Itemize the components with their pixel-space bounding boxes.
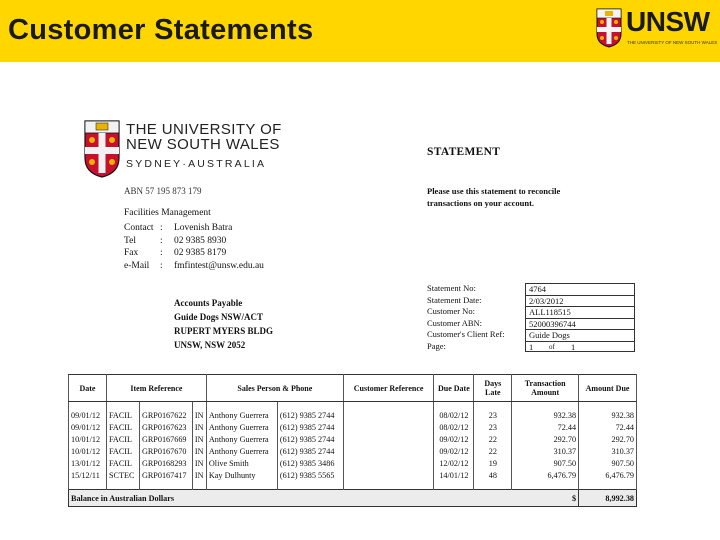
page-number: 1 xyxy=(529,341,534,352)
cell-amount: 310.37 xyxy=(512,445,579,457)
university-name-line2: NEW SOUTH WALES xyxy=(126,136,280,153)
cell-type: IN xyxy=(192,457,206,469)
tel-label: Tel xyxy=(124,235,136,246)
tel-value: 02 9385 8930 xyxy=(174,235,227,246)
contact-row xyxy=(124,222,264,235)
tel-row xyxy=(124,235,264,248)
col-header-amount-due: Amount Due xyxy=(579,375,637,402)
cell-unit: FACIL xyxy=(106,433,139,445)
col-header-customer-reference: Customer Reference xyxy=(343,375,434,402)
col-header-transaction-amount: Transaction Amount xyxy=(512,375,579,402)
cell-date: 10/01/12 xyxy=(69,433,107,445)
addressee-line: Guide Dogs NSW/ACT xyxy=(174,312,264,322)
cell-customer-ref xyxy=(343,409,434,421)
fax-row xyxy=(124,247,264,260)
statement-no-row xyxy=(427,283,635,295)
abn-number: ABN 57 195 873 179 xyxy=(124,186,202,196)
cell-phone: (612) 9385 2744 xyxy=(277,433,343,445)
cell-customer-ref xyxy=(343,445,434,457)
cell-amount-due: 292.70 xyxy=(579,433,637,445)
cell-amount-due: 310.37 xyxy=(579,445,637,457)
unsw-crest-icon xyxy=(596,8,622,48)
cell-amount-due: 907.50 xyxy=(579,457,637,469)
department-name: Facilities Management xyxy=(124,208,211,218)
header-bar xyxy=(0,0,720,62)
addressee-line: RUPERT MYERS BLDG xyxy=(174,326,274,336)
balance-row xyxy=(69,490,637,507)
cell-amount: 907.50 xyxy=(512,457,579,469)
col-header-item-reference: Item Reference xyxy=(106,375,206,402)
fax-value: 02 9385 8179 xyxy=(174,248,227,258)
unsw-wordmark-subtitle: THE UNIVERSITY OF NEW SOUTH WALES xyxy=(627,40,718,45)
table-header-row xyxy=(69,375,637,402)
cell-due-date: 09/02/12 xyxy=(434,445,474,457)
cell-person: Anthony Guerrera xyxy=(206,445,277,457)
addressee-line: UNSW, NSW 2052 xyxy=(174,340,246,350)
cell-person: Olive Smith xyxy=(206,457,277,469)
table-row xyxy=(69,469,637,490)
table-row xyxy=(69,409,637,421)
page-total: 1 xyxy=(571,341,576,352)
cell-type: IN xyxy=(192,469,206,490)
cell-days-late: 22 xyxy=(474,445,512,457)
cell-ref: GRP0167417 xyxy=(139,469,192,490)
cell-phone: (612) 9385 2744 xyxy=(277,409,343,421)
col-header-days-late: Days Late xyxy=(474,375,512,402)
email-label: e-Mail xyxy=(124,260,150,271)
contact-value: Lovenish Batra xyxy=(174,223,233,233)
page-title: Customer Statements xyxy=(8,14,314,46)
cell-ref: GRP0167669 xyxy=(139,433,192,445)
cell-amount-due: 6,476.79 xyxy=(579,469,637,490)
col-header-date: Date xyxy=(69,375,107,402)
cell-customer-ref xyxy=(343,433,434,445)
cell-unit: FACIL xyxy=(106,445,139,457)
cell-person: Kay Dulhunty xyxy=(206,469,277,490)
cell-customer-ref xyxy=(343,457,434,469)
col-header-due-date: Due Date xyxy=(434,375,474,402)
cell-unit: SCTEC xyxy=(106,469,139,490)
transactions-table xyxy=(68,374,637,507)
info-label: Customer's Client Ref: xyxy=(427,329,505,339)
info-label: Statement No: xyxy=(427,283,476,293)
info-value: 52000396744 xyxy=(525,318,635,330)
page-row xyxy=(427,341,635,353)
col-header-sales-person: Sales Person & Phone xyxy=(206,375,343,402)
addressee-line: Accounts Payable xyxy=(174,298,243,308)
cell-days-late: 23 xyxy=(474,409,512,421)
fax-colon: : xyxy=(160,248,163,258)
statement-document xyxy=(0,62,720,540)
cell-phone: (612) 9385 5565 xyxy=(277,469,343,490)
cell-person: Anthony Guerrera xyxy=(206,421,277,433)
contact-block xyxy=(124,222,264,272)
balance-total: 8,992.38 xyxy=(579,490,637,507)
cell-phone: (612) 9385 2744 xyxy=(277,445,343,457)
contact-label: Contact xyxy=(124,223,154,233)
customer-no-row xyxy=(427,306,635,318)
cell-unit: FACIL xyxy=(106,421,139,433)
cell-customer-ref xyxy=(343,469,434,490)
cell-phone: (612) 9385 2744 xyxy=(277,421,343,433)
cell-days-late: 22 xyxy=(474,433,512,445)
fax-label: Fax xyxy=(124,248,139,258)
cell-date: 15/12/11 xyxy=(69,469,107,490)
email-colon: : xyxy=(160,260,163,271)
info-label: Customer No: xyxy=(427,306,475,316)
unsw-wordmark: UNSW xyxy=(626,6,710,37)
university-location: SYDNEY·AUSTRALIA xyxy=(126,158,267,170)
cell-days-late: 23 xyxy=(474,421,512,433)
customer-abn-row xyxy=(427,318,635,330)
info-value: 4764 xyxy=(525,283,635,295)
cell-date: 10/01/12 xyxy=(69,445,107,457)
cell-days-late: 48 xyxy=(474,469,512,490)
cell-amount-due: 932.38 xyxy=(579,409,637,421)
page-of: of xyxy=(549,342,555,351)
cell-phone: (612) 9385 3486 xyxy=(277,457,343,469)
cell-type: IN xyxy=(192,445,206,457)
university-crest-icon xyxy=(84,120,120,178)
cell-due-date: 12/02/12 xyxy=(434,457,474,469)
cell-customer-ref xyxy=(343,421,434,433)
info-label: Customer ABN: xyxy=(427,317,483,328)
statement-date-row xyxy=(427,295,635,307)
page-value xyxy=(525,341,635,353)
cell-ref: GRP0167623 xyxy=(139,421,192,433)
cell-amount: 292.70 xyxy=(512,433,579,445)
cell-due-date: 14/01/12 xyxy=(434,469,474,490)
cell-unit: FACIL xyxy=(106,409,139,421)
cell-ref: GRP0168293 xyxy=(139,457,192,469)
email-row xyxy=(124,260,264,273)
balance-label: Balance in Australian Dollars xyxy=(69,490,512,507)
cell-person: Anthony Guerrera xyxy=(206,433,277,445)
cell-ref: GRP0167622 xyxy=(139,409,192,421)
cell-type: IN xyxy=(192,433,206,445)
cell-due-date: 09/02/12 xyxy=(434,433,474,445)
table-row xyxy=(69,421,637,433)
table-row xyxy=(69,445,637,457)
table-row xyxy=(69,457,637,469)
table-row xyxy=(69,433,637,445)
tel-colon: : xyxy=(160,235,163,246)
cell-person: Anthony Guerrera xyxy=(206,409,277,421)
cell-amount: 6,476.79 xyxy=(512,469,579,490)
cell-date: 13/01/12 xyxy=(69,457,107,469)
university-name xyxy=(126,122,282,152)
cell-type: IN xyxy=(192,421,206,433)
cell-unit: FACIL xyxy=(106,457,139,469)
contact-colon: : xyxy=(160,223,163,233)
page-label: Page: xyxy=(427,340,446,351)
statement-title: STATEMENT xyxy=(427,146,501,158)
addressee-block xyxy=(174,296,273,352)
info-label: Statement Date: xyxy=(427,294,482,305)
statement-info-box xyxy=(427,283,635,352)
client-ref-row xyxy=(427,329,635,341)
info-value: ALL118515 xyxy=(525,306,635,318)
cell-due-date: 08/02/12 xyxy=(434,421,474,433)
table-spacer xyxy=(69,402,637,410)
university-name-line1: THE UNIVERSITY OF xyxy=(126,121,282,138)
info-value: Guide Dogs xyxy=(525,329,635,341)
cell-type: IN xyxy=(192,409,206,421)
cell-amount-due: 72.44 xyxy=(579,421,637,433)
cell-amount: 932.38 xyxy=(512,409,579,421)
cell-ref: GRP0167670 xyxy=(139,445,192,457)
info-value: 2/03/2012 xyxy=(525,295,635,307)
cell-due-date: 08/02/12 xyxy=(434,409,474,421)
email-value: fmfintest@unsw.edu.au xyxy=(174,260,264,271)
cell-date: 09/01/12 xyxy=(69,421,107,433)
cell-amount: 72.44 xyxy=(512,421,579,433)
unsw-logo xyxy=(596,6,716,56)
statement-note: Please use this statement to reconcile transactions on your account. xyxy=(427,186,561,208)
cell-date: 09/01/12 xyxy=(69,409,107,421)
balance-currency: $ xyxy=(512,490,579,507)
cell-days-late: 19 xyxy=(474,457,512,469)
